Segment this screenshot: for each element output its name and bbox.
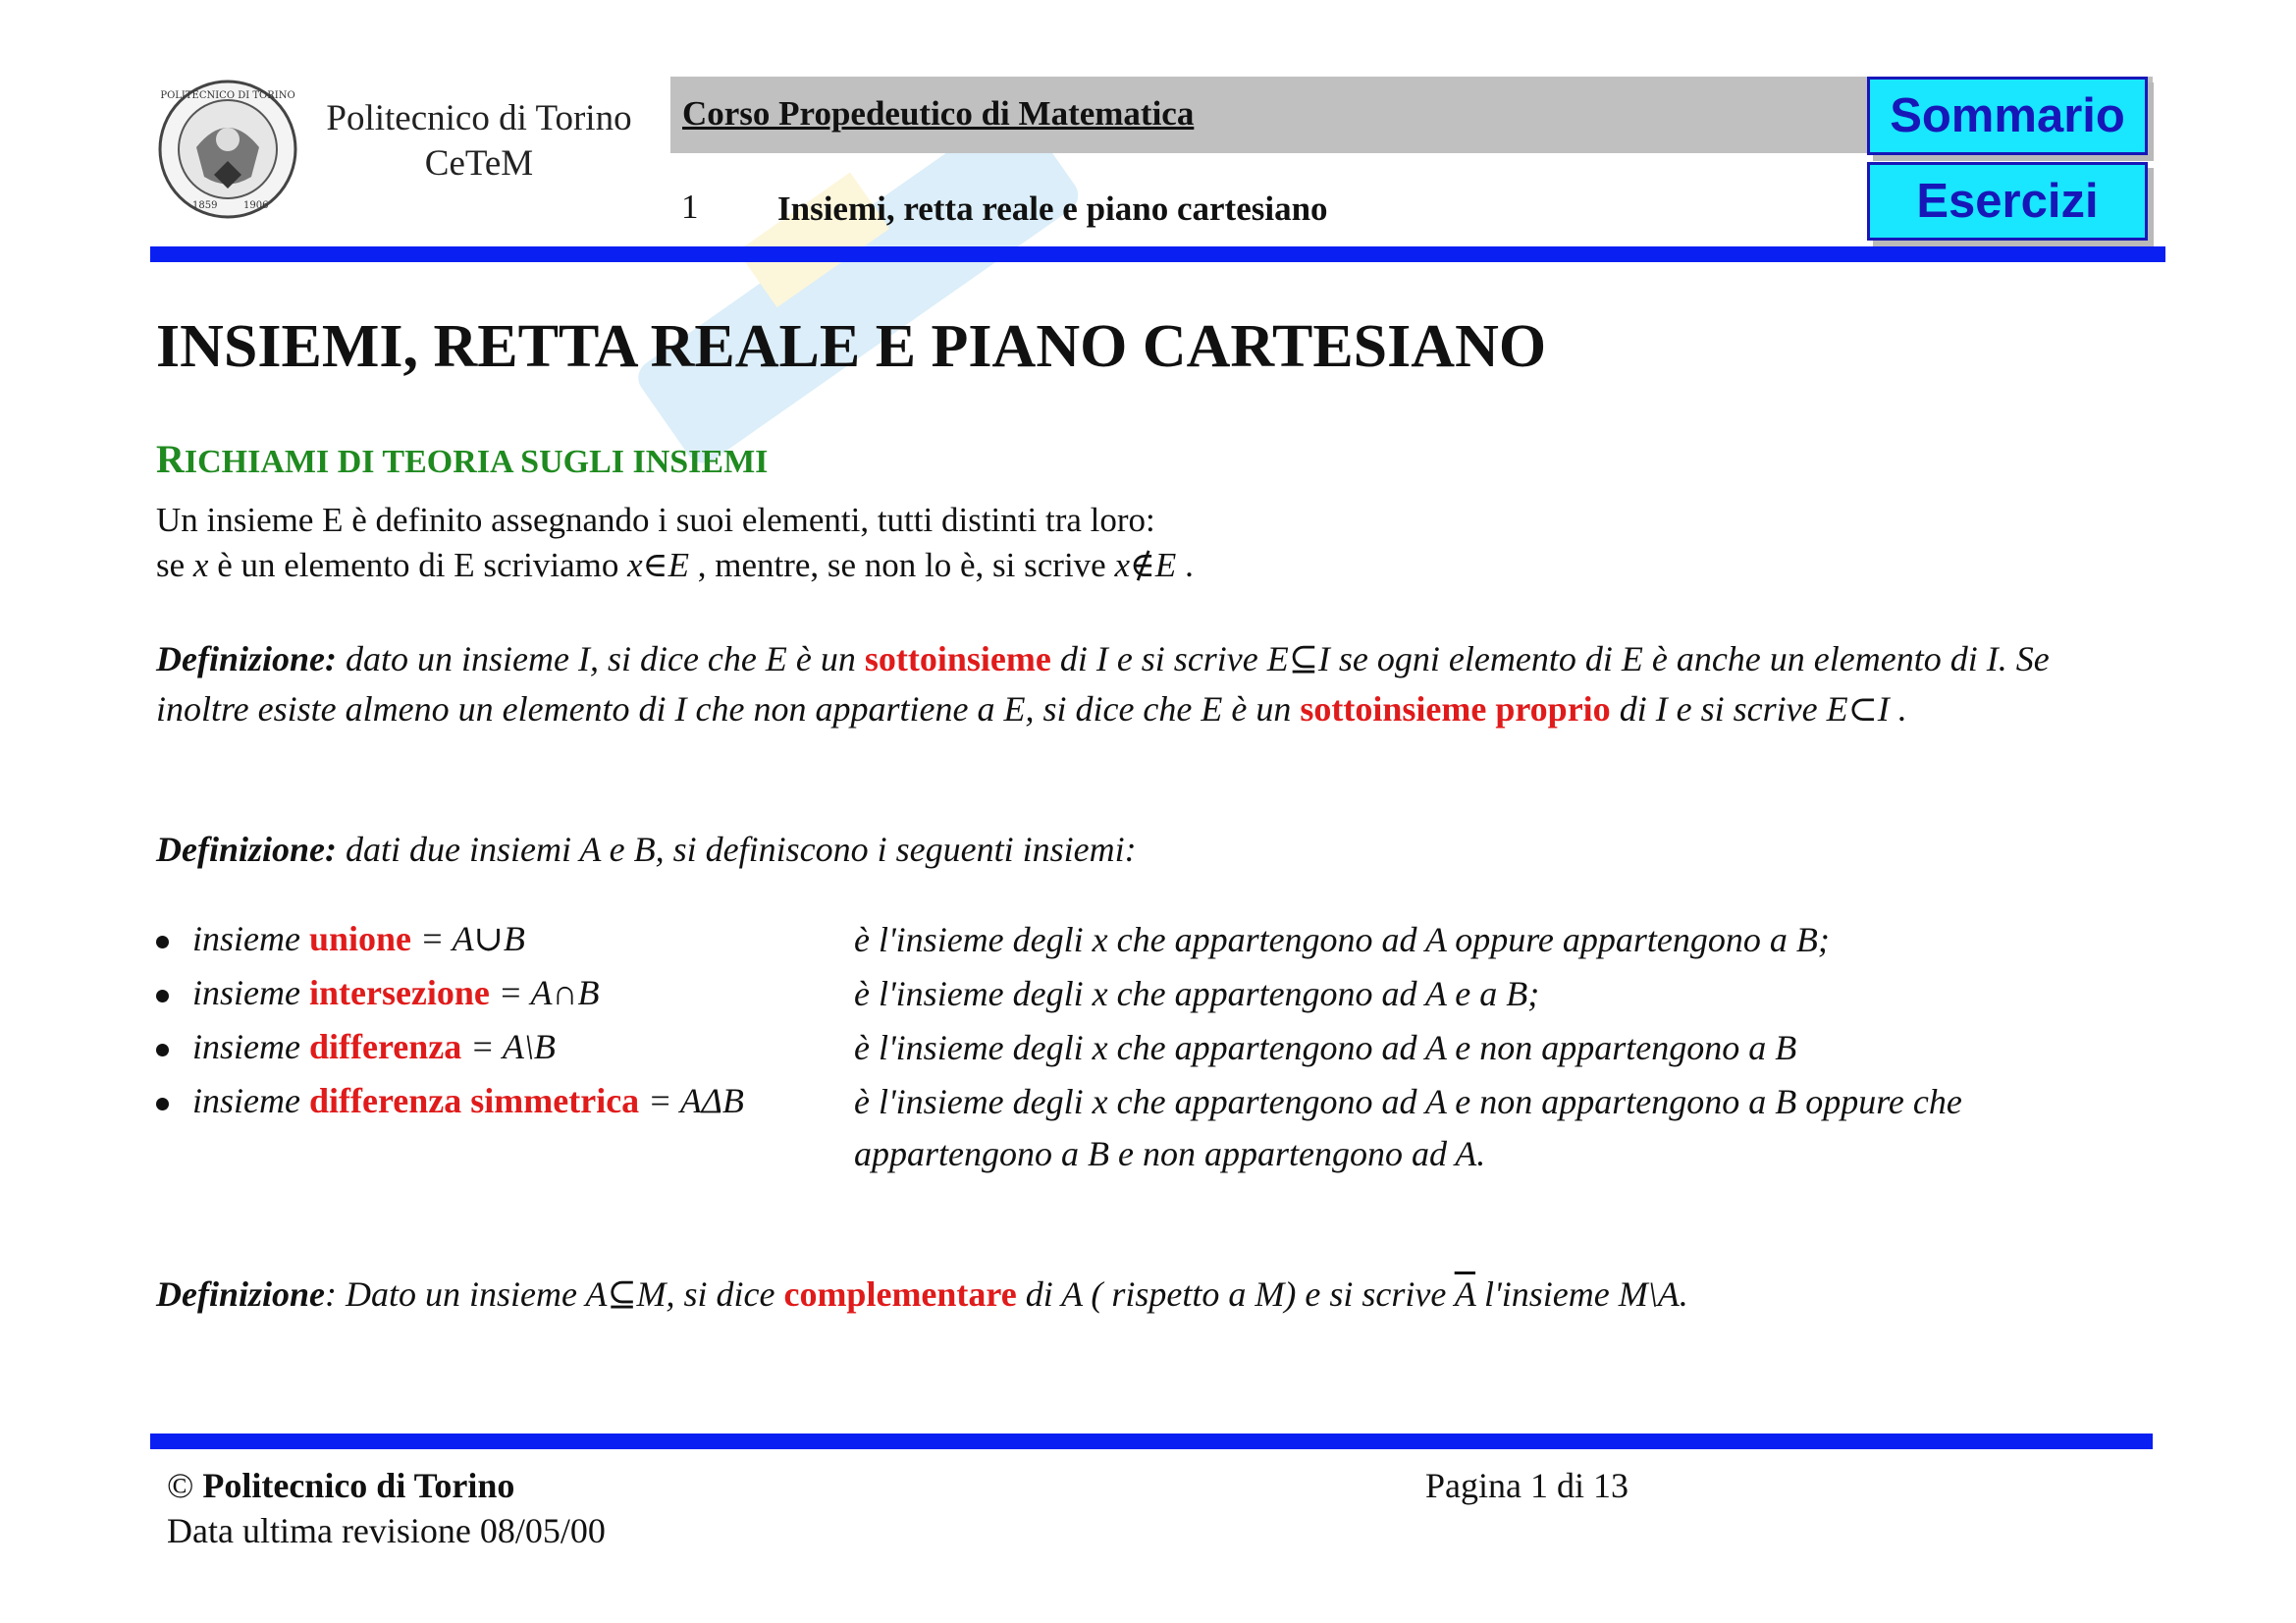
institution-line2: CeTeM [424,143,534,184]
math-not-element-of: x∉E [1114,546,1177,584]
op-symbol: = A∩B [489,973,600,1012]
definition-subset [156,634,2129,734]
copyright [167,1465,514,1506]
bullet [156,990,169,1002]
definition-label: Definizione [156,1274,326,1314]
op-prefix: insieme [192,973,309,1012]
definition-text: di A ( rispetto a M) e si scrive [1016,1274,1455,1314]
intro-line-2 [156,543,1194,588]
definition-label: Definizione: [156,639,337,678]
intro-var-x: x [192,546,209,584]
course-title: Corso Propedeutico di Matematica [682,94,1195,133]
sommario-button[interactable]: Sommario [1867,77,2148,155]
copyright-symbol: © [167,1466,194,1505]
keyword-sottoinsieme: sottoinsieme [864,639,1051,678]
bullet [156,1044,169,1056]
op-description: è l'insieme degli x che appartengono ad A e non appartengono a B [854,1028,1797,1067]
chapter-number: 1 [681,188,699,226]
definition-operations [156,825,2129,875]
section-heading-rest: ICHIAMI DI TEORIA SUGLI INSIEMI [184,444,769,480]
definition-text: dato un insieme I, si dice che E è un [337,639,865,678]
section-heading-initial: R [156,437,185,481]
list-item [156,1026,556,1067]
esercizi-button[interactable]: Esercizi [1867,162,2148,241]
op-symbol: = AΔB [639,1081,744,1120]
bullet [156,936,169,948]
intro-text: è un elemento di E scriviamo [208,546,628,584]
definition-text: : Dato un insieme [325,1274,586,1314]
page-title: INSIEMI, RETTA REALE E PIANO CARTESIANO [156,313,1547,380]
chapter-title: Insiemi, retta reale e piano cartesiano [777,189,1328,228]
definition-text: di I e si scrive [1050,639,1267,678]
math-element-of: x∈E [627,546,689,584]
op-prefix: insieme [192,1081,309,1120]
math-subset: E⊆I [1266,639,1330,678]
top-divider [150,246,2165,262]
bottom-divider [150,1434,2153,1449]
keyword-complementare: complementare [783,1274,1017,1314]
op-symbol: = A∪B [411,919,525,958]
svg-text:1906: 1906 [243,200,269,211]
math-difference: M\A [1618,1274,1680,1314]
definition-text: se ogni elemento di E è anche un elemento di I. Se inoltre esiste almeno un elemento di I che non appartiene a E, si dice che E è un [156,639,2050,729]
definition-complement [156,1270,2129,1320]
math-subset: A⊆M [585,1274,667,1314]
intro-text: , mentre, se non lo è, si scrive [688,546,1115,584]
page-number: Pagina 1 di 13 [1425,1466,1629,1505]
copyright-name: Politecnico di Torino [202,1466,515,1505]
definition-text: , si dice [666,1274,784,1314]
math-proper-subset: E⊂I [1826,689,1890,729]
keyword-unione: unione [308,919,412,958]
keyword-differenza: differenza [308,1027,462,1066]
op-symbol: = A\B [461,1027,556,1066]
intro-line-1: Un insieme E è definito assegnando i suoi elementi, tutti distinti tra loro: [156,501,1155,539]
op-description: è l'insieme degli x che appartengono ad A e non appartengono a B oppure che [854,1082,1962,1121]
institution-line1: Politecnico di Torino [326,98,632,138]
definition-text: di I e si scrive [1610,689,1827,729]
definition-text: . [1679,1274,1688,1314]
list-item [156,972,600,1013]
definition-text: l'insieme [1475,1274,1619,1314]
section-heading [156,436,768,482]
list-item [156,1080,744,1121]
definition-label: Definizione: [156,830,337,869]
bullet [156,1098,169,1110]
op-description: è l'insieme degli x che appartengono ad A e a B; [854,974,1540,1013]
keyword-sottoinsieme-proprio: sottoinsieme proprio [1300,689,1611,729]
op-description: è l'insieme degli x che appartengono ad A oppure appartengono a B; [854,920,1830,959]
op-prefix: insieme [192,1027,309,1066]
math-complement: $\overline{A}$ [1454,1274,1476,1314]
svg-text:1859: 1859 [192,200,218,211]
op-description-cont: appartengono a B e non appartengono ad A. [854,1134,1486,1173]
op-prefix: insieme [192,919,309,958]
svg-text:POLITECNICO DI TORINO: POLITECNICO DI TORINO [160,90,295,101]
intro-text: se [156,546,193,584]
university-seal-logo [157,79,298,220]
keyword-differenza-simmetrica: differenza simmetrica [308,1081,640,1120]
definition-text: . [1889,689,1907,729]
keyword-intersezione: intersezione [308,973,490,1012]
definition-text: dati due insiemi A e B, si definiscono i seguenti insiemi: [337,830,1137,869]
revision-date: Data ultima revisione 08/05/00 [167,1511,606,1550]
list-item [156,918,525,959]
intro-text: . [1176,546,1194,584]
